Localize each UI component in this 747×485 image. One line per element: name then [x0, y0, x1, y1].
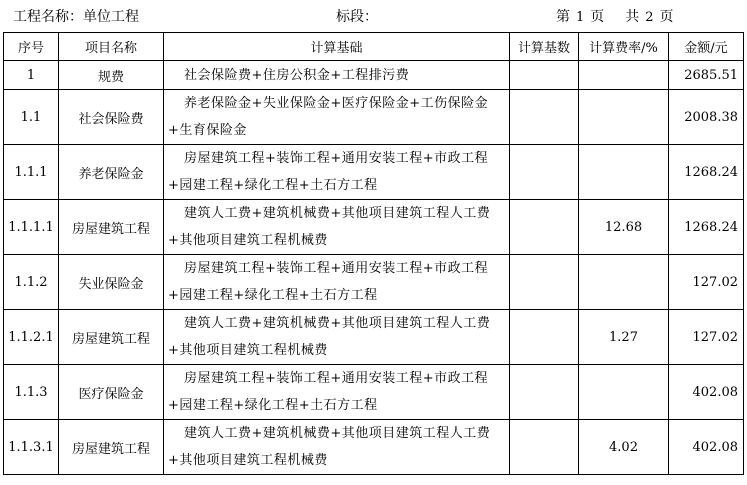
row-amount: 1268.24	[669, 145, 744, 200]
row-no: 1.1.1	[4, 145, 59, 200]
row-rate	[579, 145, 669, 200]
table-row	[4, 420, 744, 475]
row-base	[510, 90, 579, 145]
row-rate: 1.27	[579, 310, 669, 365]
row-base	[510, 145, 579, 200]
row-name: 房屋建筑工程	[59, 310, 164, 365]
row-name: 养老保险金	[59, 145, 164, 200]
row-rate	[579, 255, 669, 310]
col-header-rate: 计算费率/%	[579, 33, 669, 61]
row-name: 房屋建筑工程	[59, 420, 164, 475]
page-indicator: 第 1 页 共 2 页	[556, 9, 674, 25]
row-name: 医疗保险金	[59, 365, 164, 420]
fee-table	[3, 32, 744, 475]
row-rate	[579, 90, 669, 145]
row-rate	[579, 365, 669, 420]
row-no: 1.1.3	[4, 365, 59, 420]
row-basis: 建筑人工费+建筑机械费+其他项目建筑工程人工费+其他项目建筑工程机械费	[164, 420, 510, 475]
col-header-name: 项目名称	[59, 33, 164, 61]
row-name: 社会保险费	[59, 90, 164, 145]
row-name: 规费	[59, 61, 164, 90]
row-basis: 社会保险费+住房公积金+工程排污费	[164, 61, 510, 90]
row-no: 1.1.3.1	[4, 420, 59, 475]
row-basis: 建筑人工费+建筑机械费+其他项目建筑工程人工费+其他项目建筑工程机械费	[164, 200, 510, 255]
row-base	[510, 200, 579, 255]
table-row	[4, 90, 744, 145]
row-no: 1.1	[4, 90, 59, 145]
row-no: 1.1.2.1	[4, 310, 59, 365]
row-rate: 12.68	[579, 200, 669, 255]
row-name: 失业保险金	[59, 255, 164, 310]
table-row	[4, 255, 744, 310]
row-amount: 127.02	[669, 310, 744, 365]
row-base	[510, 420, 579, 475]
row-basis: 房屋建筑工程+装饰工程+通用安装工程+市政工程+园建工程+绿化工程+土石方工程	[164, 255, 510, 310]
table-row	[4, 200, 744, 255]
table-row	[4, 310, 744, 365]
table-row	[4, 61, 744, 90]
col-header-base: 计算基数	[510, 33, 579, 61]
row-base	[510, 310, 579, 365]
row-amount: 2008.38	[669, 90, 744, 145]
row-amount: 402.08	[669, 365, 744, 420]
row-basis: 养老保险金+失业保险金+医疗保险金+工伤保险金+生育保险金	[164, 90, 510, 145]
row-no: 1.1.1.1	[4, 200, 59, 255]
row-basis: 建筑人工费+建筑机械费+其他项目建筑工程人工费+其他项目建筑工程机械费	[164, 310, 510, 365]
table-header-row	[4, 33, 744, 61]
row-base	[510, 255, 579, 310]
row-amount: 2685.51	[669, 61, 744, 90]
row-no: 1.1.2	[4, 255, 59, 310]
row-no: 1	[4, 61, 59, 90]
row-basis: 房屋建筑工程+装饰工程+通用安装工程+市政工程+园建工程+绿化工程+土石方工程	[164, 365, 510, 420]
row-rate	[579, 61, 669, 90]
row-amount: 127.02	[669, 255, 744, 310]
section-label: 标段：	[336, 9, 378, 25]
row-rate: 4.02	[579, 420, 669, 475]
row-amount: 402.08	[669, 420, 744, 475]
table-row	[4, 365, 744, 420]
table-row	[4, 145, 744, 200]
row-amount: 1268.24	[669, 200, 744, 255]
col-header-basis: 计算基础	[164, 33, 510, 61]
col-header-no: 序号	[4, 33, 59, 61]
row-base	[510, 365, 579, 420]
col-header-amount: 金额/元	[669, 33, 744, 61]
row-name: 房屋建筑工程	[59, 200, 164, 255]
project-name-label: 工程名称：单位工程	[13, 9, 139, 25]
row-base	[510, 61, 579, 90]
row-basis: 房屋建筑工程+装饰工程+通用安装工程+市政工程+园建工程+绿化工程+土石方工程	[164, 145, 510, 200]
